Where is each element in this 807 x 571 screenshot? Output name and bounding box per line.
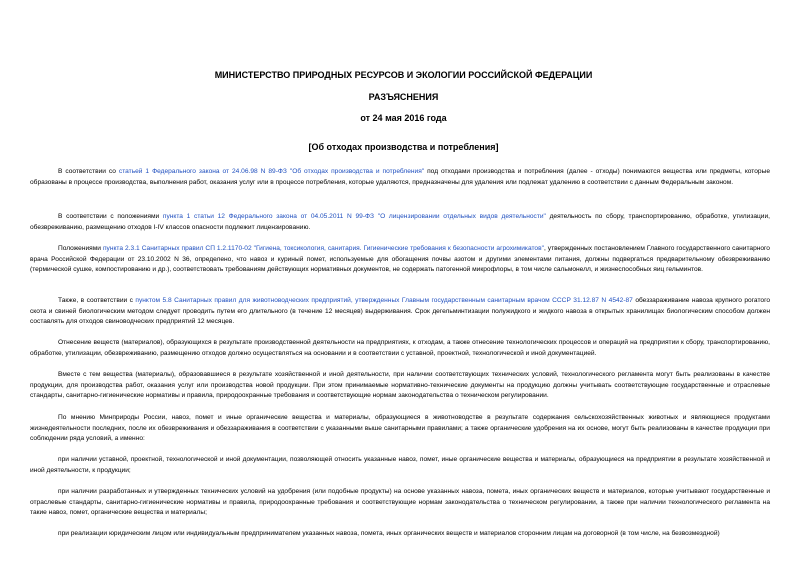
paragraph-7 — [30, 413, 770, 445]
paragraph-text: В соответствии с положениями — [58, 213, 163, 220]
paragraph-text: Положениями — [58, 245, 103, 252]
paragraph-5 — [30, 338, 770, 359]
paragraph-text: , утвержденных постановлением Главного государственного санитарного врача Российской Федерации от 23.10.2002 N 36, определено, что навоз и куриный помет, используемые для обогащения почвы азотом и другими элементами питания, должны подвергаться предварительному обезвреживанию (термической сушке, компостированию и др.), соответствовать требованиям действующих нормативных документов, не содержать патогенной микрофлоры, в том числе сальмонелл, и жизнеспособных яиц гельминтов. — [30, 245, 770, 274]
paragraph-6 — [30, 370, 770, 402]
paragraph-text: Отнесение веществ (материалов), образующихся в результате производственной деятельности на предприятиях, к отходам, а также отнесение технологических процессов и операций на предприятии к сбору, транспортированию, обработке, утилизации, обезвреживанию, размещению отходов должно осуществляться на основании и в соответствии с уставной, проектной, технологической и иной документацией. — [30, 339, 770, 357]
ministry-heading: МИНИСТЕРСТВО ПРИРОДНЫХ РЕСУРСОВ И ЭКОЛОГИИ РОССИЙСКОЙ ФЕДЕРАЦИИ — [214, 70, 593, 80]
sanitary-rules-link[interactable]: пункта 2.3.1 Санитарных правил СП 1.2.1170-02 "Гигиена, токсикология, санитария. Гигиенические требования к безопасности агрохимикатов" — [102, 245, 544, 252]
law-link[interactable]: пункта 1 статьи 12 Федерального закона от 04.05.2011 N 99-ФЗ "О лицензировании отдельных видов деятельности" — [162, 213, 546, 220]
law-link[interactable]: статьей 1 Федерального закона от 24.06.98 N 89-ФЗ "Об отходах производства и потребления" — [118, 168, 425, 175]
paragraph-text: под отходами производства и потребления (далее - отходы) понимаются вещества или предметы, которые образованы в процессе производства, выполнения работ, оказания услуг или в процессе потребления, которые удаляются, предназначены для удаления или подлежат удалению в соответствии с данным Федеральным законом. — [30, 168, 770, 186]
document-type: РАЗЪЯСНЕНИЯ — [368, 92, 439, 102]
document-subject: [Об отходах производства и потребления] — [308, 142, 499, 152]
paragraph-text: По мнению Минприроды России, навоз, помет и иные органические вещества и материалы, образующиеся в животноводстве в результате содержания сельскохозяйственных животных и являющиеся продуктами жизнедеятельности последних, после их обезвреживания и обеззараживания в соответствии с указанными выше санитарными правилами; а также органические удобрения на их основе, могут быть реализованы в качестве продукции при соблюдении ряда условий, а именно: — [30, 414, 770, 443]
paragraph-text: деятельность по сбору, транспортированию, обработке, утилизации, обезвреживанию, размещению отходов I-IV классов опасности подлежит лицензированию. — [30, 213, 770, 231]
paragraph-text: обеззараживание навоза крупного рогатого скота и свиней биологическим методом следует проводить путем его длительного (в течение 12 месяцев) выдерживания. Срок дегельминтизации полужидкого и жидкого навоза в открытых хранилищах биологическим способом должен составлять для отходов свиноводческих предприятий 12 месяцев. — [30, 297, 770, 326]
condition-item-1 — [30, 455, 770, 476]
condition-item-2 — [30, 487, 770, 519]
paragraph-1 — [30, 167, 770, 188]
paragraph-2 — [30, 212, 770, 233]
paragraph-text: при реализации юридическим лицом или индивидуальным предпринимателем указанных навоза, помета, иных органических веществ и материалов сторонним лицам на договорной (в том числе, на безвозмездной) — [58, 530, 720, 537]
condition-item-3 — [30, 529, 770, 540]
paragraph-text: В соответствии со — [58, 168, 119, 175]
paragraph-text: при наличии уставной, проектной, технологической и иной документации, позволяющей относить указанные навоз, помет, иные органические вещества и материалы, образующиеся на предприятии в результате хозяйственной и иной деятельности, к продукции; — [30, 456, 770, 474]
paragraph-text: Вместе с тем вещества (материалы), образовавшиеся в результате хозяйственной и иной деятельности, при наличии соответствующих технических условий, технологического регламента могут быть реализованы в качестве продукции, для производства работ, оказания услуг или производства новой продукции. При этом принимаемые нормативно-технические документы на продукцию должны учитывать соответствующие государственные и отраслевые стандарты, санитарно-гигиенические нормативы и правила, природоохранные требования и соответствующие нормам законодательства о техническом регулировании. — [30, 371, 770, 400]
paragraph-text: при наличии разработанных и утвержденных технических условий на удобрения (или подобные продукты) на основе указанных навоза, помета, иных органических веществ и материалов, которые учитывают государственные и отраслевые стандарты, санитарно-гигиенические нормативы и правила, природоохранные требования и соответствующие нормам законодательства о техническом регулировании, а также при наличии технологического регламента на такие навоз, помет, органические вещества и материалы; — [30, 488, 770, 517]
paragraph-text: Также, в соответствии с — [58, 297, 136, 304]
sanitary-rules-link[interactable]: пунктом 5.8 Санитарных правил для животноводческих предприятий, утвержденных Главным государственным санитарным врачом СССР 31.12.87 N 4542-87 — [135, 297, 633, 304]
document-date: от 24 мая 2016 года — [360, 113, 447, 123]
paragraph-3 — [30, 244, 770, 276]
paragraph-4 — [30, 296, 770, 328]
